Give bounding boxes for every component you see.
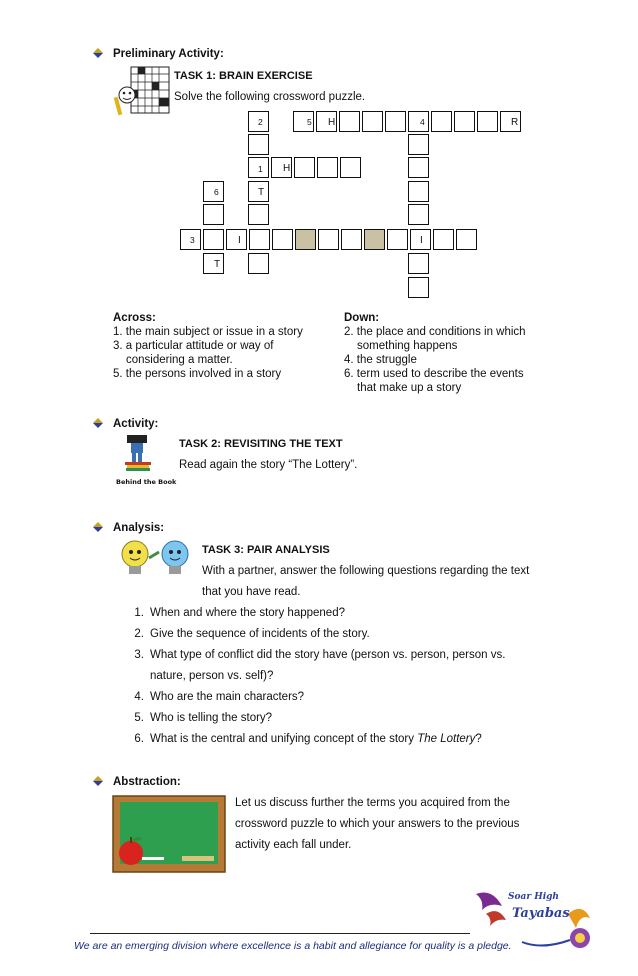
crossword-cell[interactable]: [317, 157, 338, 178]
crossword-cell[interactable]: [385, 111, 406, 132]
crossword-letter: T: [214, 259, 221, 270]
crossword-letter: T: [258, 187, 265, 198]
abstraction-line: activity each fall under.: [235, 839, 352, 851]
footer-text: We are an emerging division where excellence is a habit and allegiance for quality is a pledge.: [74, 940, 512, 952]
crossword-cell[interactable]: [340, 157, 361, 178]
question-text: What is the central and unifying concept of the story: [150, 733, 418, 745]
crossword-cell[interactable]: [341, 229, 362, 250]
behind-the-book-icon: [117, 434, 169, 478]
crossword-grid: [0, 0, 638, 320]
question-item: [124, 628, 370, 640]
logo-text-line1: Soar High: [508, 892, 559, 902]
down-clue: something happens: [357, 340, 458, 352]
question-end: ?: [475, 733, 482, 745]
task2-instruction: Read again the story “The Lottery”.: [179, 459, 358, 471]
across-clue: 3. a particular attitude or way of: [113, 340, 274, 352]
section-activity: Activity:: [113, 418, 159, 430]
crossword-letter: H: [328, 117, 336, 128]
bullet-arrow-icon: [92, 775, 104, 787]
crossword-cell[interactable]: [249, 229, 270, 250]
clue-number: 4: [420, 117, 425, 127]
crossword-cell[interactable]: [408, 111, 429, 132]
crossword-letter: I: [420, 235, 423, 246]
question-number: 3.: [134, 649, 144, 661]
crossword-cell[interactable]: [408, 277, 429, 298]
crossword-cell[interactable]: [203, 229, 224, 250]
crossword-cell[interactable]: [433, 229, 454, 250]
question-item: [124, 691, 304, 703]
clue-number: 6: [214, 187, 219, 197]
question-number: 2.: [134, 628, 144, 640]
chalkboard-icon: [112, 795, 226, 873]
question-item: [124, 733, 482, 745]
crossword-letter: I: [238, 235, 241, 246]
lightbulbs-icon: [113, 538, 199, 582]
question-text: Who are the main characters?: [150, 691, 305, 703]
across-clue: 1. the main subject or issue in a story: [113, 326, 303, 338]
bullet-arrow-icon: [92, 417, 104, 429]
across-clue: considering a matter.: [126, 354, 233, 366]
crossword-cell[interactable]: [203, 204, 224, 225]
section-preliminary: Preliminary Activity:: [113, 48, 224, 60]
crossword-letter: R: [511, 117, 519, 128]
crossword-cell[interactable]: [248, 204, 269, 225]
question-text: When and where the story happened?: [150, 607, 345, 619]
crossword-cell[interactable]: [362, 111, 383, 132]
crossword-cell[interactable]: [318, 229, 339, 250]
question-item: [124, 607, 345, 619]
across-title: Across:: [113, 312, 156, 324]
crossword-cell[interactable]: [294, 157, 315, 178]
down-clue: that make up a story: [357, 382, 462, 394]
question-number: 4.: [134, 691, 144, 703]
question-number: 6.: [134, 733, 144, 745]
section-abstraction: Abstraction:: [113, 776, 181, 788]
story-title: The Lottery: [417, 733, 476, 745]
crossword-cell[interactable]: [226, 229, 247, 250]
crossword-cell[interactable]: [456, 229, 477, 250]
crossword-cell[interactable]: [408, 181, 429, 202]
abstraction-line: Let us discuss further the terms you acquired from the: [235, 797, 510, 809]
down-clue: 4. the struggle: [344, 354, 417, 366]
section-analysis: Analysis:: [113, 522, 165, 534]
clue-number: 1: [258, 164, 263, 174]
question-item: [124, 712, 272, 724]
crossword-cell[interactable]: [454, 111, 475, 132]
question-number: 5.: [134, 712, 144, 724]
clue-number: 3: [190, 235, 195, 245]
question-text: What type of conflict did the story have (person vs. person, person vs.: [150, 649, 506, 661]
task1-instruction: Solve the following crossword puzzle.: [174, 91, 366, 103]
crossword-letter: H: [283, 163, 291, 174]
crossword-cell[interactable]: [248, 253, 269, 274]
task3-line1: With a partner, answer the following questions regarding the text: [202, 565, 530, 577]
crossword-cell[interactable]: [408, 157, 429, 178]
crossword-shaded-cell: [364, 229, 385, 250]
crossword-cell[interactable]: [408, 253, 429, 274]
crossword-cell[interactable]: [339, 111, 360, 132]
behind-the-book-caption: Behind the Book: [116, 478, 177, 486]
question-number: 1.: [134, 607, 144, 619]
task1-title: TASK 1: BRAIN EXERCISE: [174, 70, 313, 82]
question-text: Give the sequence of incidents of the story.: [150, 628, 370, 640]
clue-number: 5: [307, 117, 312, 127]
bullet-arrow-icon: [92, 521, 104, 533]
footer-divider: [90, 933, 470, 934]
across-clue: 5. the persons involved in a story: [113, 368, 282, 380]
down-clue: 6. term used to describe the events: [344, 368, 524, 380]
down-clue: 2. the place and conditions in which: [344, 326, 526, 338]
question-item: [124, 670, 273, 682]
crossword-cell[interactable]: [431, 111, 452, 132]
crossword-cell[interactable]: [387, 229, 408, 250]
crossword-cell[interactable]: [272, 229, 293, 250]
crossword-cell[interactable]: [408, 204, 429, 225]
task3-line2: that you have read.: [202, 586, 301, 598]
task2-title: TASK 2: REVISITING THE TEXT: [179, 438, 343, 450]
clue-number: 2: [258, 117, 263, 127]
crossword-cell[interactable]: [477, 111, 498, 132]
crossword-shaded-cell: [295, 229, 316, 250]
crossword-cell[interactable]: [248, 134, 269, 155]
abstraction-line: crossword puzzle to which your answers to the previous: [235, 818, 520, 830]
question-text: Who is telling the story?: [150, 712, 273, 724]
down-title: Down:: [344, 312, 380, 324]
logo-text-line2: Tayabas: [512, 906, 570, 921]
task3-title: TASK 3: PAIR ANALYSIS: [202, 544, 330, 556]
question-item: [124, 649, 505, 661]
question-text: nature, person vs. self)?: [150, 670, 274, 682]
crossword-cell[interactable]: [408, 134, 429, 155]
